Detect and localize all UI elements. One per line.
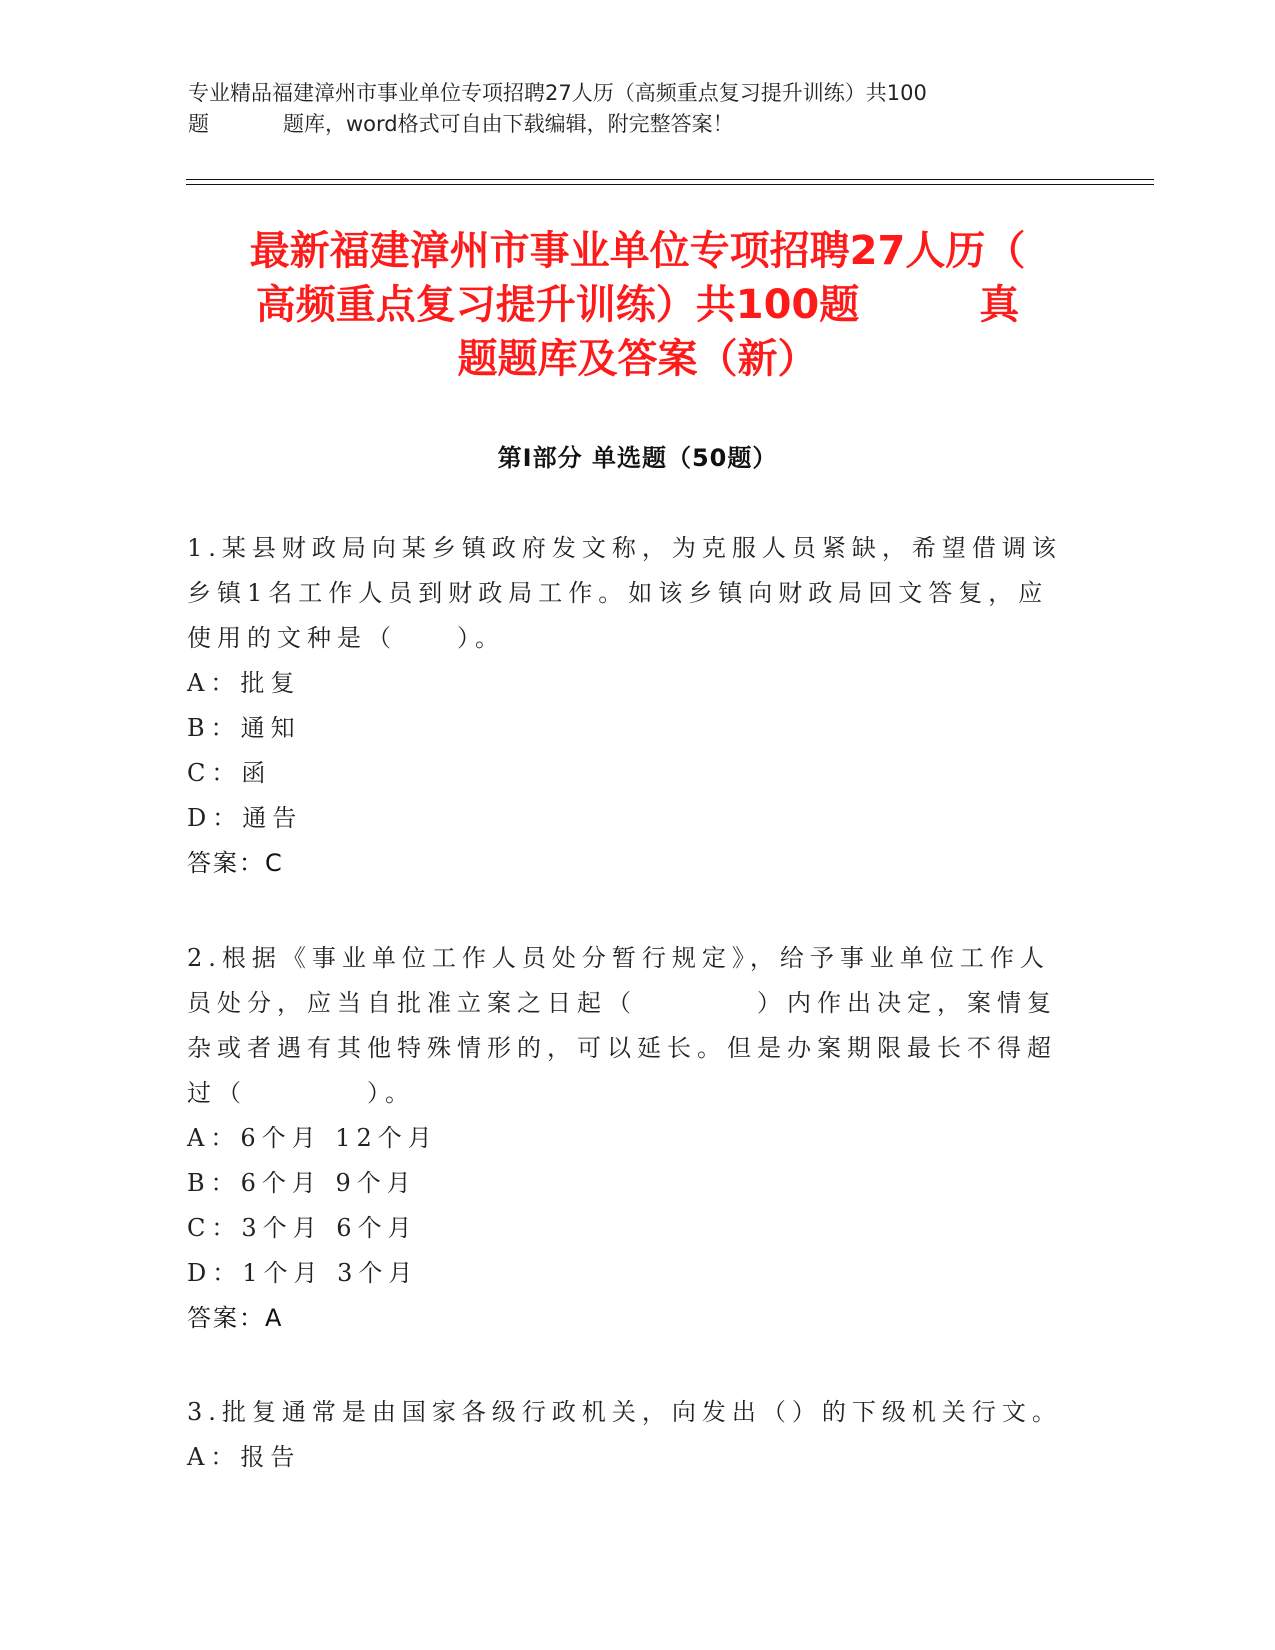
title-line-1: 最新福建漳州市事业单位专项招聘27人历（ [249,228,1026,274]
question-stem: 2.根据《事业单位工作人员处分暂行规定》，给予事业单位工作人员处分，应当自批准立案之日起（ ）内作出决定，案情复杂或者遇有其他特殊情形的，可以延长。但是办案期限最长不得超过（ ）。 [187,944,1057,1107]
option-b: B：6个月 9个月 [187,1169,417,1197]
section-heading: 第I部分 单选题（50题） [497,444,778,472]
header-text-line-1: 专业精品福建漳州市事业单位专项招聘27人历（高频重点复习提升训练）共100 [188,81,927,105]
header-text-fragment: 题库，word格式可自由下载编辑，附完整答案！ [283,112,734,136]
answer: 答案：C [187,849,284,877]
option-d: D：通告 [187,804,303,832]
option-c: C：函 [187,759,272,787]
title-fragment: 真 [979,282,1020,328]
question-3 [187,1390,1067,1480]
document-title [150,224,1125,386]
header-text-fragment: 题 [188,112,209,136]
title-line-3: 题题库及答案（新） [457,336,818,382]
option-b: B：通知 [187,714,301,742]
header-divider-bottom [186,184,1154,185]
title-line-2 [150,278,1125,332]
question-stem: 1.某县财政局向某乡镇政府发文称，为克服人员紧缺，希望借调该乡镇1名工作人员到财政局工作。如该乡镇向财政局回文答复，应使用的文种是（ ）。 [187,534,1062,652]
option-a: A：6个月 12个月 [187,1124,438,1152]
question-2 [187,936,1067,1341]
header-divider-top [186,179,1154,180]
answer: 答案：A [187,1304,284,1332]
option-a: A：报告 [187,1443,301,1471]
option-a: A：批复 [187,669,301,697]
option-c: C：3个月 6个月 [187,1214,418,1242]
header-text-line-2 [188,109,1088,139]
question-stem: 3.批复通常是由国家各级行政机关，向发出（）的下级机关行文。 [187,1398,1062,1426]
title-fragment: 高频重点复习提升训练）共100题 [255,282,860,328]
option-d: D：1个月 3个月 [187,1259,419,1287]
question-1 [187,526,1067,886]
